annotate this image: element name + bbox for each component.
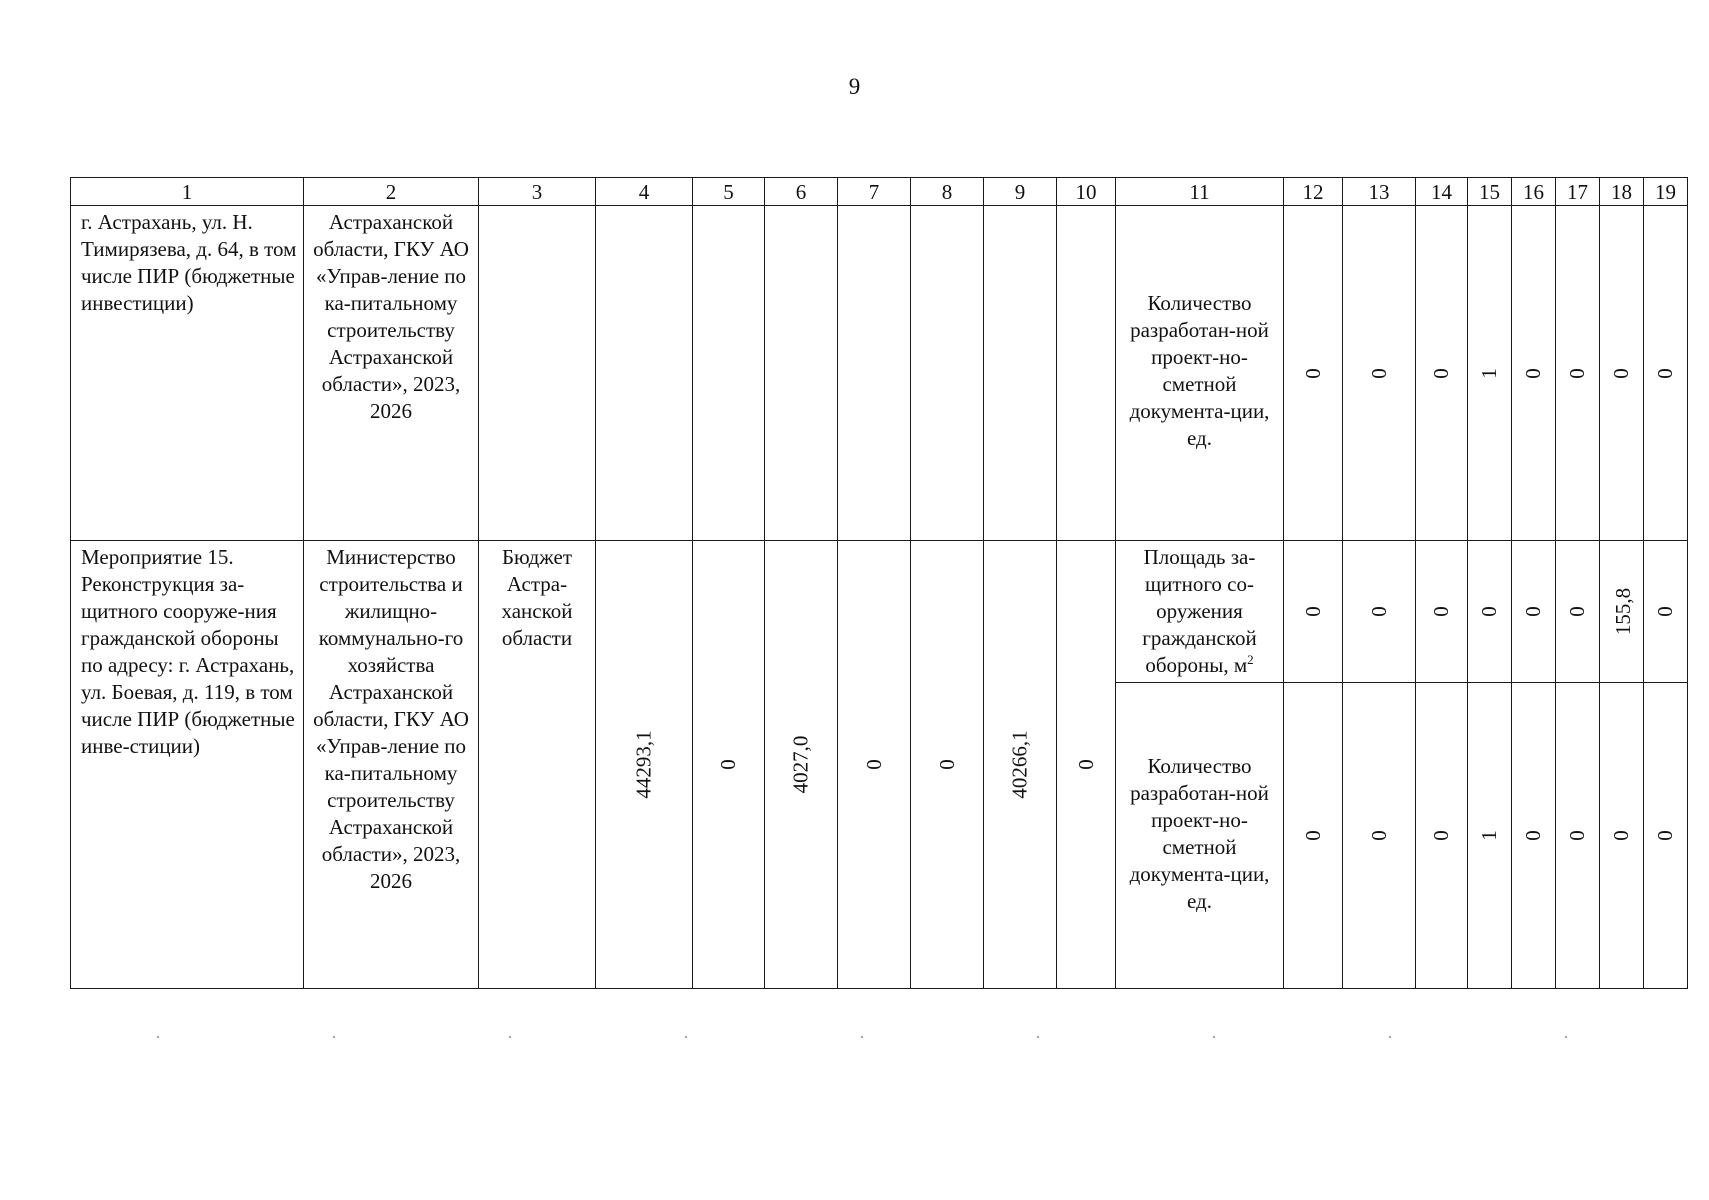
funding-value: 0 — [1057, 541, 1116, 989]
column-header: 6 — [765, 178, 838, 206]
indicator-value: 155,8 — [1600, 541, 1644, 683]
indicator-value: 0 — [1644, 206, 1688, 541]
indicator-value: 0 — [1644, 541, 1688, 683]
indicator-value: 0 — [1343, 206, 1416, 541]
funding-source: Бюджет Астра-ханской области — [479, 541, 596, 989]
empty-cell — [765, 206, 838, 541]
indicator-value: 0 — [1343, 683, 1416, 989]
indicator-value: 0 — [1556, 206, 1600, 541]
measure-description: Мероприятие 15. Реконструкция за-щитного сооруже-ния гражданской обороны по адресу: г. Астрахань, ул. Боевая, д. 119, в том числе ПИР (бюджетные инве-стиции) — [71, 541, 304, 989]
funding-value: 40266,1 — [984, 541, 1057, 989]
indicator-value: 0 — [1556, 683, 1600, 989]
column-header: 11 — [1116, 178, 1284, 206]
responsible-executor: Астраханской области, ГКУ АО «Управ-ление по ка-питальному строительству Астраханской области», 2023, 2026 — [304, 206, 479, 541]
funding-total: 44293,1 — [596, 541, 693, 989]
empty-cell — [479, 206, 596, 541]
column-header: 14 — [1416, 178, 1468, 206]
column-header: 2 — [304, 178, 479, 206]
column-header: 19 — [1644, 178, 1688, 206]
scan-dots-divider — [70, 1036, 1675, 1038]
indicator-value: 0 — [1512, 541, 1556, 683]
indicator-value: 0 — [1343, 541, 1416, 683]
column-header: 13 — [1343, 178, 1416, 206]
indicator-name: Количество разработан-ной проект-но-сметной документа-ции, ед. — [1116, 206, 1284, 541]
indicator-value: 0 — [1416, 206, 1468, 541]
column-header: 15 — [1468, 178, 1512, 206]
funding-value: 0 — [911, 541, 984, 989]
indicator-name: Площадь за-щитного со-оружения гражданской обороны, $м^2$ — [1116, 541, 1284, 683]
indicator-value: 0 — [1284, 683, 1343, 989]
column-header: 9 — [984, 178, 1057, 206]
indicator-value: 0 — [1644, 683, 1688, 989]
column-header: 17 — [1556, 178, 1600, 206]
table-row — [71, 206, 1688, 541]
indicator-value: 1 — [1468, 683, 1512, 989]
column-header: 3 — [479, 178, 596, 206]
funding-value: 4027,0 — [765, 541, 838, 989]
column-header: 8 — [911, 178, 984, 206]
indicator-value: 1 — [1468, 206, 1512, 541]
indicator-value: 0 — [1556, 541, 1600, 683]
indicator-value: 0 — [1468, 541, 1512, 683]
column-header: 1 — [71, 178, 304, 206]
table-row — [71, 541, 1688, 683]
indicator-value: 0 — [1600, 206, 1644, 541]
column-header: 5 — [693, 178, 765, 206]
indicator-name: Количество разработан-ной проект-но-сметной документа-ции, ед. — [1116, 683, 1284, 989]
indicator-value: 0 — [1512, 683, 1556, 989]
indicator-value: 0 — [1416, 683, 1468, 989]
column-header: 7 — [838, 178, 911, 206]
empty-cell — [838, 206, 911, 541]
responsible-executor: Министерство строительства и жилищно-коммунально-го хозяйства Астраханской области, ГКУ АО «Управ-ление по ка-питальному строительству Астраханской области», 2023, 2026 — [304, 541, 479, 989]
empty-cell — [596, 206, 693, 541]
column-header: 10 — [1057, 178, 1116, 206]
column-header: 4 — [596, 178, 693, 206]
measure-description: г. Астрахань, ул. Н. Тимирязева, д. 64, в том числе ПИР (бюджетные инвестиции) — [71, 206, 304, 541]
empty-cell — [911, 206, 984, 541]
empty-cell — [984, 206, 1057, 541]
page-number: 9 — [848, 74, 861, 99]
column-header: 16 — [1512, 178, 1556, 206]
indicator-value: 0 — [1600, 683, 1644, 989]
column-header: 18 — [1600, 178, 1644, 206]
indicator-value: 0 — [1512, 206, 1556, 541]
funding-value: 0 — [838, 541, 911, 989]
empty-cell — [1057, 206, 1116, 541]
indicator-value: 0 — [1284, 206, 1343, 541]
indicator-value: 0 — [1416, 541, 1468, 683]
table-header-row — [71, 178, 1688, 206]
column-header: 12 — [1284, 178, 1343, 206]
funding-value: 0 — [693, 541, 765, 989]
indicator-value: 0 — [1284, 541, 1343, 683]
budget-table — [70, 177, 1688, 989]
empty-cell — [693, 206, 765, 541]
